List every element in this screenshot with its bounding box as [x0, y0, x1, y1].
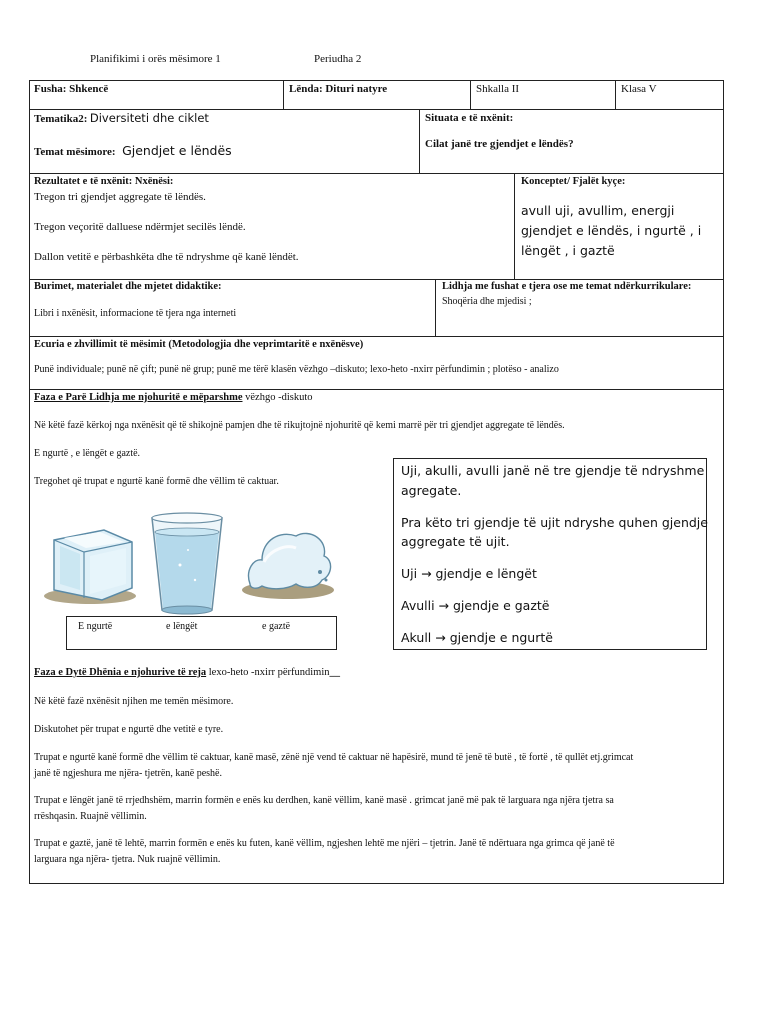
box-line: agregate. [401, 483, 462, 498]
box-line: aggregate të ujit. [401, 534, 510, 549]
theme-value: Diversiteti dhe ciklet [89, 111, 209, 125]
box-item-ice: Akull → gjendje e ngurtë [401, 630, 553, 645]
theme-row [34, 112, 209, 126]
phase1-title: Faza e Parë Lidhja me njohuritë e mëparshme [34, 392, 243, 403]
concept-line: avull uji, avullim, energji [521, 203, 675, 218]
theme-label: Tematika2: [34, 113, 88, 125]
box-item-water: Uji → gjendje e lëngët [401, 566, 537, 581]
state-label-gas: e gaztë [262, 621, 291, 632]
box-item-steam: Avulli → gjendje e gaztë [401, 598, 550, 613]
phase2-paragraph: Trupat e gaztë, janë të lehtë, marrin formën e enës ku futen, kanë vëllim, ngjeshen lehtë me njëri – tjetrin. Janë të ndërtuara nga grimca që janë të [34, 838, 615, 849]
links-value: Shoqëria dhe mjedisi ; [442, 296, 532, 307]
field-cell: Fusha: Shkencë [34, 83, 109, 95]
situation-value: Cilat janë tre gjendjet e lëndës? [425, 138, 574, 150]
box-line: Pra këto tri gjendje të ujit ndryshe quhen gjendje [401, 515, 708, 530]
subject-cell: Lënda: Dituri natyre [289, 83, 388, 95]
method-label: Ecuria e zhvillimit të mësimit (Metodologjia dhe veprimtaritë e nxënësve) [34, 339, 364, 350]
phase2-title: Faza e Dytë Dhënia e njohurive të reja [34, 667, 207, 678]
concept-line: gjendjet e lëndës, i ngurtë , i [521, 223, 702, 238]
period-label: Periudha 2 [314, 53, 362, 65]
situation-label: Situata e të nxënit: [425, 112, 514, 124]
phase2-paragraph: Diskutohet për trupat e ngurtë dhe vetitë e tyre. [34, 724, 224, 735]
state-label-solid: E ngurtë [78, 621, 113, 632]
level-cell: Shkalla II [476, 83, 520, 95]
ice-cube-icon [44, 530, 136, 604]
resources-value: Libri i nxënësit, informacione të tjera nga interneti [34, 308, 237, 319]
phase1-paragraph: E ngurtë , e lëngët e gaztë. [34, 448, 141, 459]
plan-title: Planifikimi i orës mësimore 1 [90, 53, 221, 65]
phase1-paragraph: Tregohet që trupat e ngurtë kanë formë dhe vëllim të caktuar. [34, 476, 279, 487]
phase2-title-tail: __ [329, 667, 340, 678]
class-cell: Klasa V [621, 83, 657, 95]
phase1-paragraph: Në këtë fazë kërkoj nga nxënësit që të shikojnë pamjen dhe të rikujtojnë njohuritë që kemi marrë për tri gjendjet aggregate të lëndës. [34, 420, 565, 431]
steam-cloud-icon [242, 533, 334, 599]
phase2-paragraph: Trupat e ngurtë kanë formë dhe vëllim të caktuar, kanë masë, zënë një vend të caktuar në hapësirë, mund të jenë të butë , të fortë , të qullët etj.grimcat [34, 752, 634, 763]
phase2-heading [34, 667, 340, 680]
phase2-paragraph: rrëshqasin. Ruajnë vëllimin. [34, 811, 147, 822]
result-item: Dallon vetitë e përbashkëta dhe të ndryshme që kanë lëndët. [34, 251, 299, 263]
phase2-paragraph: janë të ngjeshura me njëra- tjetrën, kanë peshë. [34, 768, 222, 779]
phase1-title-suffix: vëzhgo -diskuto [242, 392, 313, 403]
method-value: Punë individuale; punë në çift; punë në grup; punë me tërë klasën vëzhgo –diskuto; lexo-heto -nxirr përfundimin ; plotëso - analizo [34, 364, 559, 375]
phase2-title-suffix: lexo-heto -nxirr përfundimin [206, 667, 330, 678]
states-illustration [40, 510, 340, 620]
concept-line: lëngët , i gaztë [521, 243, 615, 258]
phase2-paragraph: larguara nga njëra- tjetra. Nuk ruajnë vëllimin. [34, 854, 221, 865]
concepts-label: Konceptet/ Fjalët kyçe: [521, 176, 626, 187]
box-line: Uji, akulli, avulli janë në tre gjendje të ndryshme [401, 463, 705, 478]
result-item: Tregon veçoritë dalluese ndërmjet secilës lëndë. [34, 221, 246, 233]
water-glass-icon [152, 513, 222, 614]
phase2-paragraph: Në këtë fazë nxënësit njihen me temën mësimore. [34, 696, 234, 707]
phase2-paragraph: Trupat e lëngët janë të rrjedhshëm, marrin formën e enës ku derdhen, kanë vëllim, kanë masë . grimcat janë më pak të larguara nga njëra tjetra sa [34, 795, 614, 806]
result-item: Tregon tri gjendjet aggregate të lëndës. [34, 191, 206, 203]
results-label: Rezultatet e të nxënit: Nxënësi: [34, 176, 174, 187]
topic-label: Temat mësimore: [34, 146, 116, 158]
topic-row [34, 143, 232, 159]
resources-label: Burimet, materialet dhe mjetet didaktike: [34, 281, 222, 292]
links-label: Lidhja me fushat e tjera ose me temat ndërkurrikulare: [442, 281, 692, 292]
state-label-liquid: e lëngët [166, 621, 198, 632]
phase1-heading [34, 392, 313, 405]
topic-value: Gjendjet e lëndës [122, 143, 232, 158]
